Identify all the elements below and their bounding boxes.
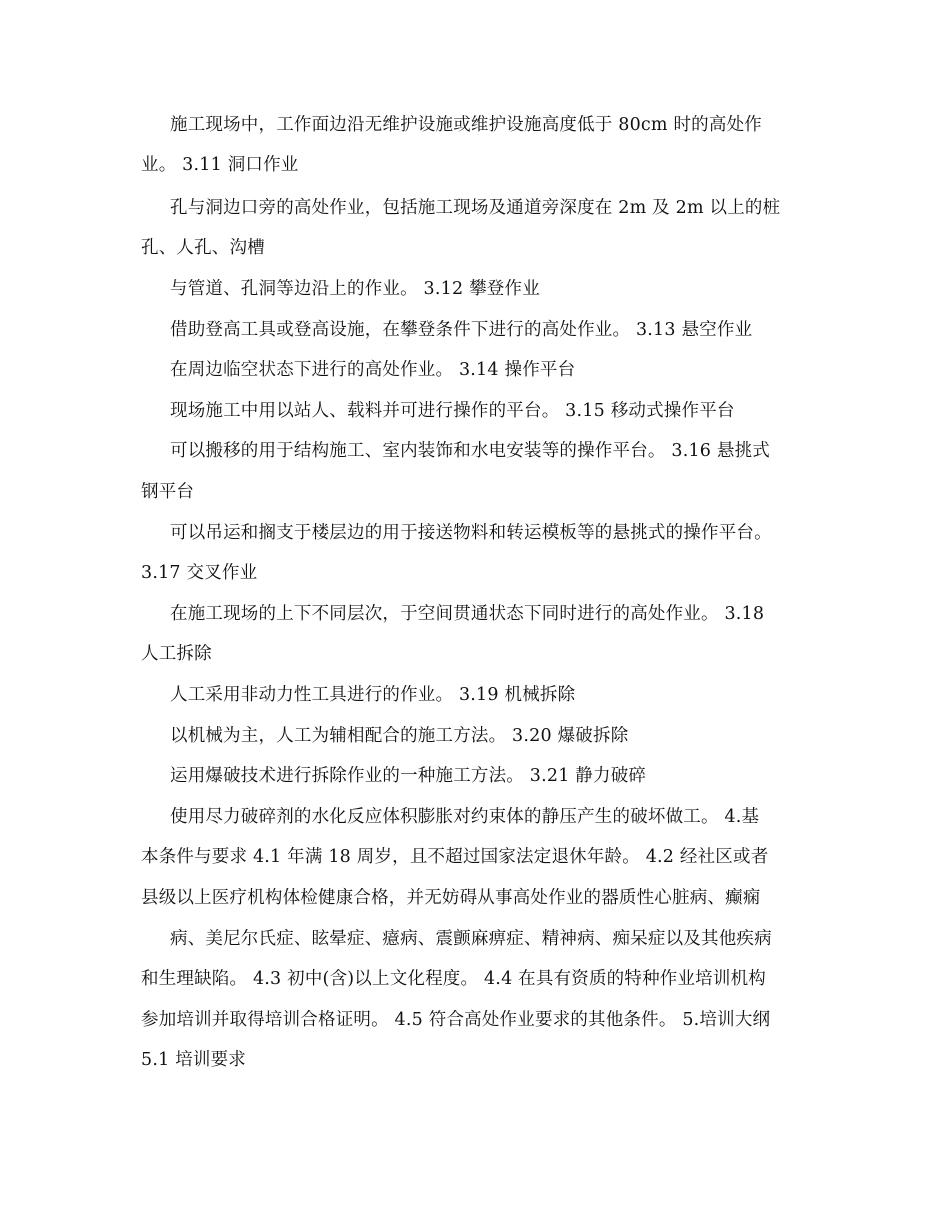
- text-line: 人工拆除: [141, 644, 212, 664]
- text-line: 以机械为主，人工为辅相配合的施工方法。 3.20 爆破拆除: [170, 726, 629, 746]
- text-line: 5.1 培训要求: [141, 1050, 246, 1070]
- text-line: 县级以上医疗机构体检健康合格，并无妨碍从事高处作业的器质性心脏病、癫痫: [141, 888, 761, 908]
- text-line: 可以搬移的用于结构施工、室内装饰和水电安装等的操作平台。 3.16 悬挑式: [170, 441, 770, 461]
- text-line: 参加培训并取得培训合格证明。 4.5 符合高处作业要求的其他条件。 5.培训大纲: [141, 1010, 771, 1030]
- text-line: 施工现场中，工作面边沿无维护设施或维护设施高度低于 80cm 时的高处作: [170, 115, 762, 135]
- text-line: 在施工现场的上下不同层次，于空间贯通状态下同时进行的高处作业。 3.18: [170, 604, 765, 624]
- text-line: 病、美尼尔氏症、眩晕症、癔病、震颤麻痹症、精神病、痴呆症以及其他疾病: [170, 929, 772, 949]
- text-line: 人工采用非动力性工具进行的作业。 3.19 机械拆除: [170, 685, 576, 705]
- text-line: 孔、人孔、沟槽: [141, 238, 265, 258]
- text-line: 钢平台: [141, 482, 195, 502]
- text-line: 运用爆破技术进行拆除作业的一种施工方法。 3.21 静力破碎: [170, 766, 647, 786]
- text-line: 3.17 交叉作业: [141, 563, 258, 583]
- text-line: 业。 3.11 洞口作业: [141, 155, 299, 175]
- text-line: 孔与洞边口旁的高处作业，包括施工现场及通道旁深度在 2m 及 2m 以上的桩: [170, 198, 781, 218]
- text-line: 可以吊运和搁支于楼层边的用于接送物料和转运模板等的悬挑式的操作平台。: [170, 523, 772, 543]
- text-line: 在周边临空状态下进行的高处作业。 3.14 操作平台: [170, 360, 576, 380]
- text-line: 使用尽力破碎剂的水化反应体积膨胀对约束体的静压产生的破坏做工。 4.基: [170, 807, 760, 827]
- text-line: 现场施工中用以站人、载料并可进行操作的平台。 3.15 移动式操作平台: [170, 401, 735, 421]
- text-line: 本条件与要求 4.1 年满 18 周岁，且不超过国家法定退休年龄。 4.2 经社区或者: [141, 847, 769, 867]
- text-line: 借助登高工具或登高设施，在攀登条件下进行的高处作业。 3.13 悬空作业: [170, 320, 753, 340]
- text-line: 与管道、孔洞等边沿上的作业。 3.12 攀登作业: [170, 279, 540, 299]
- text-line: 和生理缺陷。 4.3 初中(含)以上文化程度。 4.4 在具有资质的特种作业培训机构: [141, 969, 766, 989]
